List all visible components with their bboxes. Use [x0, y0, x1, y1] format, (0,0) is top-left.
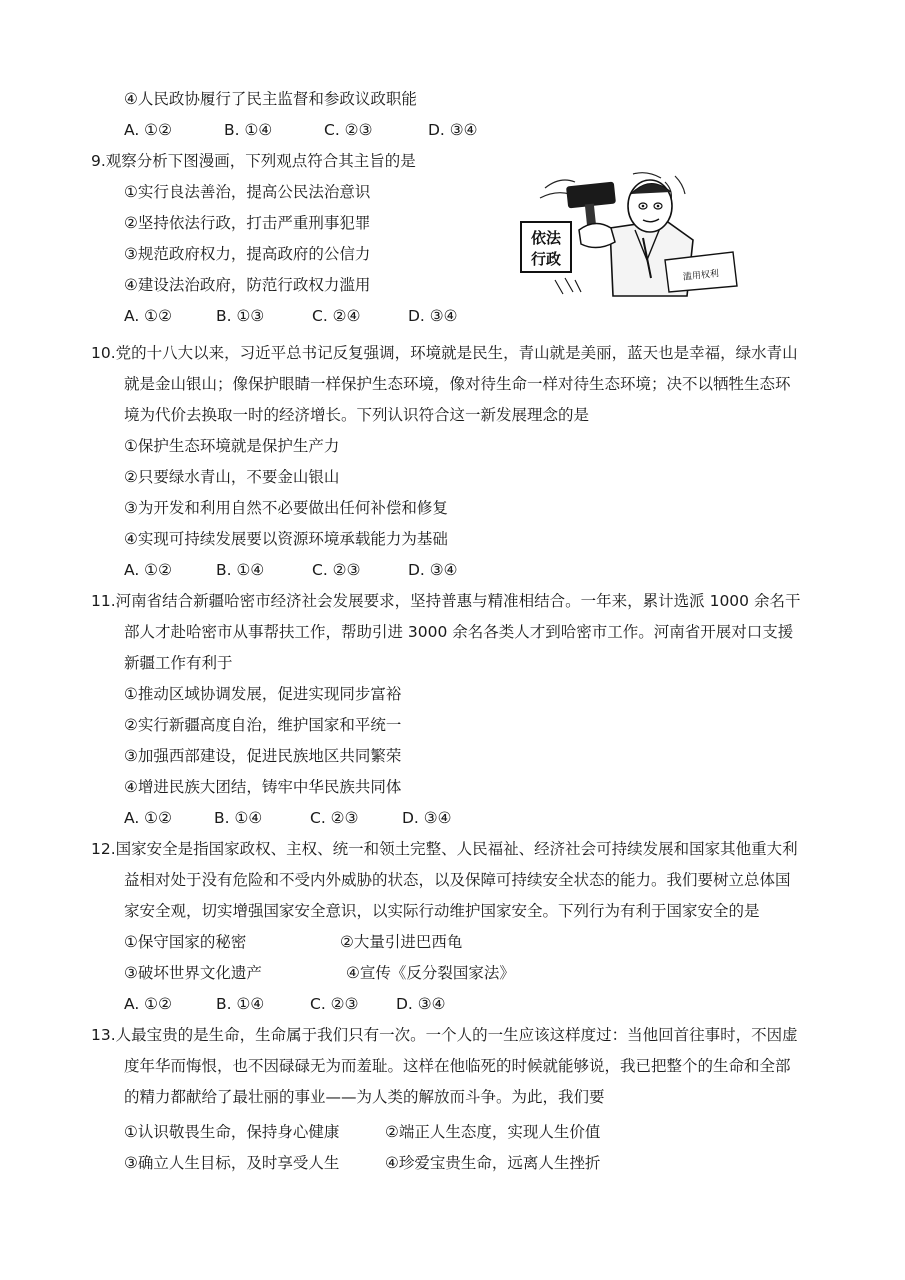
q12-option-c: C. ②③ [310, 995, 359, 1013]
q11-option-a: A. ①② [124, 809, 172, 827]
q8-option-a: A. ①② [124, 121, 172, 139]
q10-item-1: ①保护生态环境就是保护生产力 [124, 437, 340, 455]
q10-stem-line-3: 境为代价去换取一时的经济增长。下列认识符合这一新发展理念的是 [124, 406, 590, 424]
q11-option-d: D. ③④ [402, 809, 452, 827]
q9-option-c: C. ②④ [312, 307, 361, 325]
q11-item-1: ①推动区域协调发展，促进实现同步富裕 [124, 685, 402, 703]
q8-options [124, 120, 478, 140]
q9-option-d: D. ③④ [408, 307, 458, 325]
q9-options [124, 306, 458, 326]
q9-stem: 9.观察分析下图漫画，下列观点符合其主旨的是 [91, 152, 416, 170]
q9-item-2: ②坚持依法行政，打击严重刑事犯罪 [124, 214, 371, 232]
q11-option-b: B. ①④ [214, 809, 263, 827]
q11-stem-line-2: 部人才赴哈密市从事帮扶工作，帮助引进 3000 余名各类人才到哈密市工作。河南省开展对口支援 [124, 623, 794, 641]
q9-item-1: ①实行良法善治，提高公民法治意识 [124, 183, 371, 201]
cartoon-sign-line2: 行政 [530, 250, 562, 268]
q12-item-4: ④宣传《反分裂国家法》 [346, 964, 515, 982]
q10-stem-line-1: 10.党的十八大以来，习近平总书记反复强调，环境就是民生，青山就是美丽，蓝天也是幸福，绿水青山 [91, 344, 798, 362]
q13-item-4: ④珍爱宝贵生命，远离人生挫折 [385, 1154, 601, 1172]
q11-item-4: ④增进民族大团结，铸牢中华民族共同体 [124, 778, 402, 796]
q11-item-3: ③加强西部建设，促进民族地区共同繁荣 [124, 747, 402, 765]
q8-option-c: C. ②③ [324, 121, 373, 139]
q10-option-c: C. ②③ [312, 561, 361, 579]
q10-item-3: ③为开发和利用自然不必要做出任何补偿和修复 [124, 499, 448, 517]
q10-stem-line-2: 就是金山银山；像保护眼睛一样保护生态环境，像对待生命一样对待生态环境；决不以牺牲生态环 [124, 375, 791, 393]
q13-stem-line-1: 13.人最宝贵的是生命，生命属于我们只有一次。一个人的一生应该这样度过：当他回首往事时，不因虚 [91, 1026, 798, 1044]
q12-options [124, 994, 446, 1014]
law-enforcement-cartoon [515, 168, 740, 298]
q9-item-3: ③规范政府权力，提高政府的公信力 [124, 245, 371, 263]
q12-option-a: A. ①② [124, 995, 172, 1013]
q11-stem-line-3: 新疆工作有利于 [124, 654, 233, 672]
q13-stem-line-3: 的精力都献给了最壮丽的事业——为人类的解放而斗争。为此，我们要 [124, 1088, 605, 1106]
q12-item-3: ③破坏世界文化遗产 [124, 964, 262, 982]
q10-options [124, 560, 458, 580]
q8-item-4: ④人民政协履行了民主监督和参政议政职能 [124, 90, 417, 108]
q11-item-2: ②实行新疆高度自治，维护国家和平统一 [124, 716, 402, 734]
q12-stem-line-1: 12.国家安全是指国家政权、主权、统一和领土完整、人民福祉、经济社会可持续发展和国家其他重大利 [91, 840, 798, 858]
q13-stem-line-2: 度年华而悔恨，也不因碌碌无为而羞耻。这样在他临死的时候就能够说，我已把整个的生命和全部 [124, 1057, 791, 1075]
q10-item-2: ②只要绿水青山，不要金山银山 [124, 468, 340, 486]
q12-option-b: B. ①④ [216, 995, 265, 1013]
q11-option-c: C. ②③ [310, 809, 359, 827]
q13-item-2: ②端正人生态度，实现人生价值 [385, 1123, 601, 1141]
q10-option-d: D. ③④ [408, 561, 458, 579]
q13-item-1: ①认识敬畏生命，保持身心健康 [124, 1123, 340, 1141]
q9-option-b: B. ①③ [216, 307, 265, 325]
q9-item-4: ④建设法治政府，防范行政权力滥用 [124, 276, 371, 294]
q12-item-1: ①保守国家的秘密 [124, 933, 247, 951]
q10-option-a: A. ①② [124, 561, 172, 579]
q9-option-a: A. ①② [124, 307, 172, 325]
q12-stem-line-2: 益相对处于没有危险和不受内外威胁的状态，以及保障可持续安全状态的能力。我们要树立总体国 [124, 871, 791, 889]
q10-item-4: ④实现可持续发展要以资源环境承载能力为基础 [124, 530, 448, 548]
cartoon-paper-label: 滥用权利 [682, 269, 720, 283]
q8-option-d: D. ③④ [428, 121, 478, 139]
q13-item-3: ③确立人生目标，及时享受人生 [124, 1154, 340, 1172]
cartoon-sign-line1: 依法 [530, 229, 562, 247]
q12-stem-line-3: 家安全观，切实增强国家安全意识，以实际行动维护国家安全。下列行为有利于国家安全的是 [124, 902, 760, 920]
q11-stem-line-1: 11.河南省结合新疆哈密市经济社会发展要求，坚持普惠与精准相结合。一年来，累计选派 1000 余名干 [91, 592, 801, 610]
q8-option-b: B. ①④ [224, 121, 273, 139]
q12-option-d: D. ③④ [396, 995, 446, 1013]
q11-options [124, 808, 452, 828]
q12-item-2: ②大量引进巴西龟 [340, 933, 463, 951]
q10-option-b: B. ①④ [216, 561, 265, 579]
